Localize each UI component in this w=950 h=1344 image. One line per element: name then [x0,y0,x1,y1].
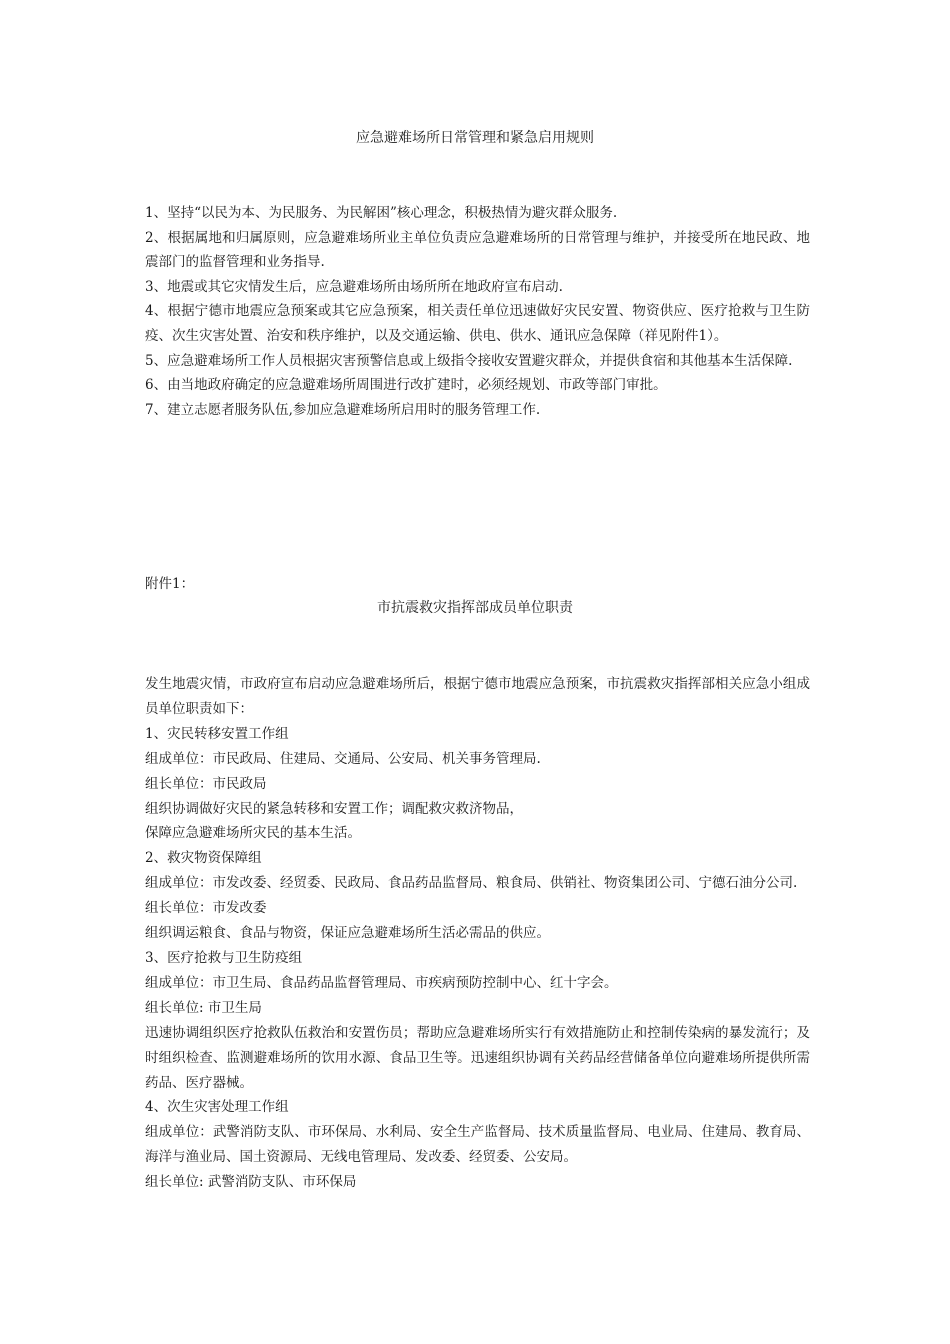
rule-item: 4、根据宁德市地震应急预案或其它应急预案，相关责任单位迅速做好灾民安置、物资供应、医疗抢救与卫生防疫、次生灾害处置、治安和秩序维护，以及交通运输、供电、供水、通讯应急保障（祥见附件1）。 [145,303,810,344]
attachment-line: 组长单位：市发改委 [145,900,267,917]
document-title: 应急避难场所日常管理和紧急启用规则 [356,130,594,146]
rules-list [145,201,810,422]
attachment-line: 组织调运粮食、食品与物资，保证应急避难场所生活必需品的供应。 [145,925,550,942]
attachment-line: 4、次生灾害处理工作组 [145,1099,289,1116]
rule-item: 2、根据属地和归属原则，应急避难场所业主单位负责应急避难场所的日常管理与维护，并接受所在地民政、地震部门的监督管理和业务指导. [145,229,810,271]
rule-item: 1、坚持“以民为本、为民服务、为民解困”核心理念，积极热情为避灾群众服务. [145,205,618,221]
attachment-line: 组织协调做好灾民的紧急转移和安置工作；调配救灾救济物品， [145,800,523,817]
attachment-label: 附件1： [145,576,195,592]
rule-item: 7、建立志愿者服务队伍,参加应急避难场所启用时的服务管理工作. [145,401,541,418]
rule-item: 3、地震或其它灾情发生后，应急避难场所由场所所在地政府宣布启动. [145,278,563,295]
rule-item: 6、由当地政府确定的应急避难场所周围进行改扩建时，必须经规划、市政等部门审批。 [145,377,667,394]
attachment-line: 组成单位：市发改委、经贸委、民政局、食品药品监督局、粮食局、供销社、物资集团公司、宁德石油分公司. [145,875,798,892]
attachment-line: 组长单位: 武警消防支队、市环保局 [145,1174,357,1191]
attachment-line: 组成单位：市卫生局、食品药品监督管理局、市疾病预防控制中心、红十字会。 [145,974,618,991]
attachment-line: 组成单位：武警消防支队、市环保局、水利局、安全生产监督局、技术质量监督局、电业局、住建局、教育局、海洋与渔业局、国土资源局、无线电管理局、发改委、经贸委、公安局。 [145,1124,810,1166]
attachment-line: 发生地震灾情，市政府宣布启动应急避难场所后，根据宁德市地震应急预案，市抗震救灾指挥部相关应急小组成员单位职责如下： [145,676,810,717]
attachment-line: 组成单位：市民政局、住建局、交通局、公安局、机关事务管理局. [145,750,541,767]
attachment-line: 2、救灾物资保障组 [145,850,262,867]
attachment-line: 组长单位: 市卫生局 [145,999,262,1016]
rule-item: 5、应急避难场所工作人员根据灾害预警信息或上级指令接收安置避灾群众，并提供食宿和其他基本生活保障. [145,352,793,369]
attachment-line: 组长单位：市民政局 [145,775,267,792]
attachment-line: 1、灾民转移安置工作组 [145,725,289,742]
attachment-line: 迅速协调组织医疗抢救队伍救治和安置伤员；帮助应急避难场所实行有效措施防止和控制传染病的暴发流行；及时组织检查、监测避难场所的饮用水源、食品卫生等。迅速组织协调有关药品经营储备单位向避难场所提供所需药品、医疗器械。 [145,1024,810,1091]
attachment-body [145,672,810,1195]
attachment-title: 市抗震救灾指挥部成员单位职责 [377,600,573,616]
attachment-line: 3、医疗抢救与卫生防疫组 [145,949,303,966]
attachment-line: 保障应急避难场所灾民的基本生活。 [145,825,361,842]
